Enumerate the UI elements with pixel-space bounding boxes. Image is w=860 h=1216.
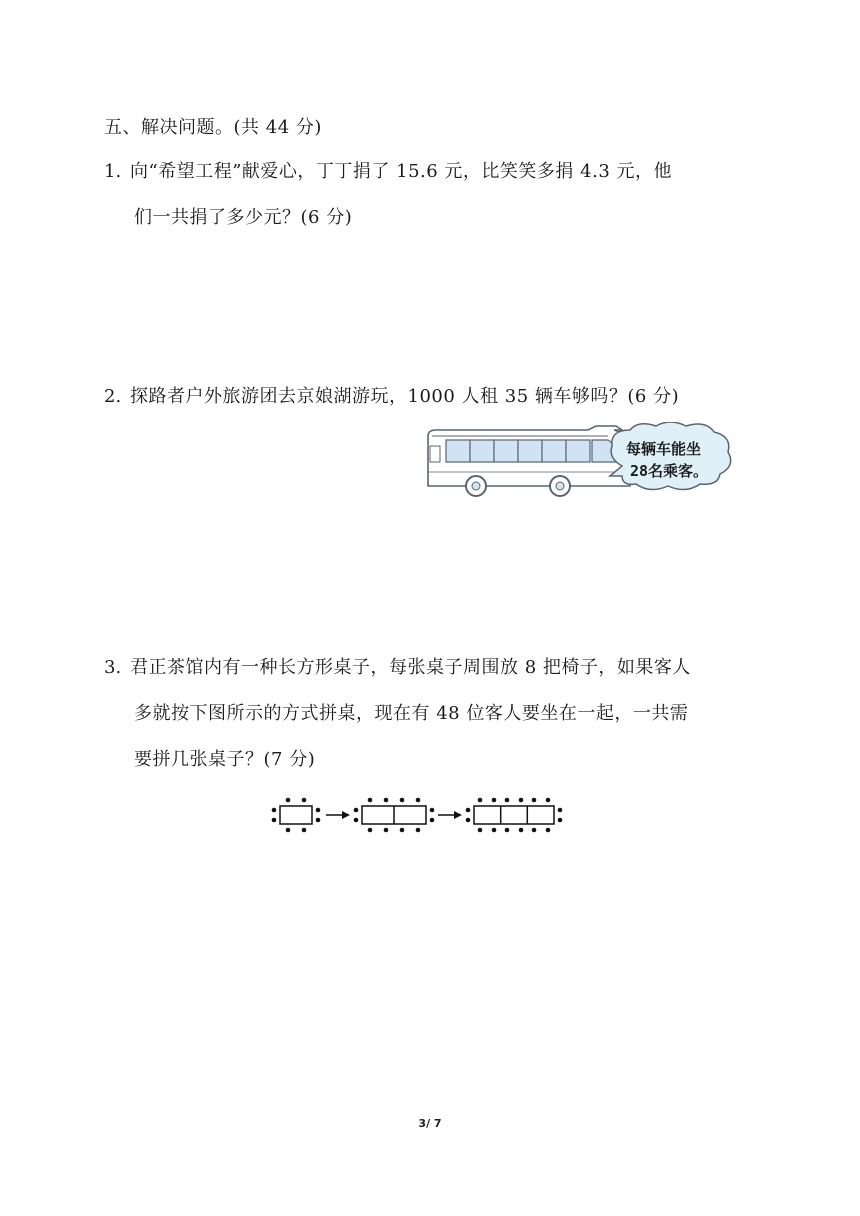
bubble-line-1: 每辆车能坐	[626, 440, 702, 458]
problem-3-line-1: 君正茶馆内有一种长方形桌子，每张桌子周围放 8 把椅子，如果客人	[130, 657, 691, 678]
problem-1-line-2: 们一共捐了多少元？(6 分)	[134, 207, 353, 228]
section-title: 五、解决问题。(共 44 分)	[104, 117, 322, 138]
problem-3-line-2: 多就按下图所示的方式拼桌，现在有 48 位客人要坐在一起，一共需	[134, 703, 689, 724]
problem-1-line-1: 向“希望工程”献爱心，丁丁捐了 15.6 元，比笑笑多捐 4.3 元，他	[130, 161, 672, 182]
bus-windows	[446, 440, 618, 462]
table-group-2	[354, 798, 435, 833]
problem-2-line-1: 探路者户外旅游团去京娘湖游玩，1000 人租 35 辆车够吗？(6 分)	[130, 386, 680, 407]
page-number: 3/ 7	[418, 1117, 442, 1130]
problem-3-number: 3.	[104, 657, 122, 678]
arrow-2	[438, 811, 462, 819]
table-group-3	[466, 798, 563, 833]
problem-2-number: 2.	[104, 386, 122, 407]
table-arrangement-diagram	[266, 794, 566, 834]
table-group-1	[272, 798, 321, 833]
bus-rear-window	[430, 446, 440, 462]
bus-illustration	[418, 422, 738, 504]
problem-3-line-3: 要拼几张桌子？(7 分)	[134, 749, 316, 770]
bubble-line-2: 28名乘客。	[630, 462, 709, 480]
problem-1-number: 1.	[104, 161, 122, 182]
arrow-1	[326, 811, 350, 819]
